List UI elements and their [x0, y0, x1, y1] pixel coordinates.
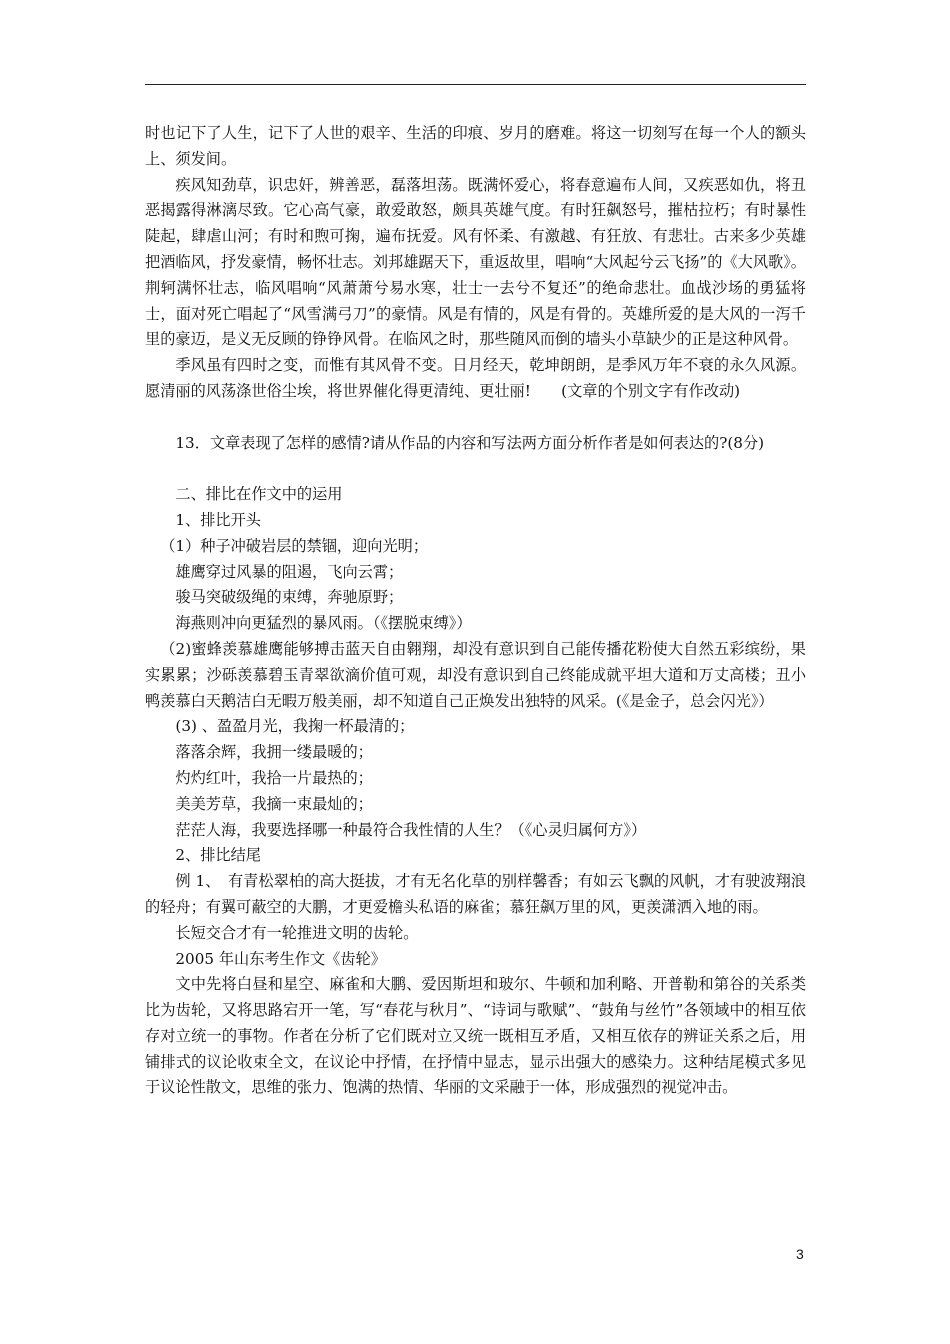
example-3-line-5: 茫茫人海，我要选择哪一种最符合我性情的人生？（《心灵归属何方》）	[175, 820, 647, 839]
example-2: （2)蜜蜂羡慕雄鹰能够搏击蓝天自由翱翔，却没有意识到自己能传播花粉使大自然五彩缤纷，果实累累；沙砾羡慕碧玉青翠欲滴价值可观，却没有意识到自己终能成就平坦大道和万丈高楼；丑小鸭羡慕白天鹅洁白无暇万般美丽，却不知道自己正焕发出独特的风采。(《是金子，总会闪光》）	[145, 639, 806, 710]
question-13: 13．文章表现了怎样的感情?请从作品的内容和写法两方面分析作者是如何表达的?(8分)	[175, 433, 765, 452]
example-1-line-3: 骏马突破级绳的束缚，奔驰原野；	[175, 588, 404, 607]
example-3-line-3: 灼灼红叶，我拾一片最热的；	[175, 768, 373, 787]
example-4: 例 1、 有青松翠柏的高大挺拔，才有无名化草的别样馨香；有如云飞飘的风帆，才有驶波翔浪的轻舟；有翼可蔽空的大鹏，才更爱檐头私语的麻雀；慕狂飙万里的风，更羡潇洒入地的雨。	[145, 872, 806, 916]
example-3-line-4: 美美芳草，我摘一束最灿的；	[175, 794, 373, 813]
example-3-line-1: (3) 、盈盈月光，我掬一杯最清的；	[175, 717, 415, 736]
spacer	[145, 405, 806, 431]
example-5-source: 2005 年山东考生作文《齿轮》	[175, 949, 386, 968]
example-5-comment: 文中先将白昼和星空、麻雀和大鹏、爱因斯坦和玻尔、牛顿和加利略、开普勒和第谷的关系类比为齿轮，又将思路宕开一笔，写“春花与秋月”、“诗词与歌赋”、“鼓角与丝竹”各领域中的相互依存对立统一的事物。作者在分析了它们既对立又统一既相互矛盾，又相互依存的辨证关系之后，用铺排式的议论收束全文，在议论中抒情，在抒情中显志，显示出强大的感染力。这种结尾模式多见于议论性散文，思维的张力、饱满的热情、华丽的文采融于一体，形成强烈的视觉冲击。	[145, 975, 806, 1097]
subheading-ending: 2、排比结尾	[175, 846, 261, 865]
document-body	[145, 121, 806, 1101]
subheading-opening: 1、排比开头	[175, 510, 261, 529]
example-3-line-2: 落落余辉，我拥一缕最暖的；	[175, 743, 373, 762]
section-heading: 二、排比在作文中的运用	[175, 485, 343, 504]
example-5: 长短交合才有一轮推进文明的齿轮。	[175, 923, 419, 942]
example-1-line-4: 海燕则冲向更猛烈的暴风雨。（《摆脱束缚》）	[175, 614, 472, 633]
example-1-line-1: （1）种子冲破岩层的禁锢，迎向光明；	[160, 536, 429, 555]
header-rule	[145, 84, 806, 85]
example-1-line-2: 雄鹰穿过风暴的阻遏，飞向云霄；	[175, 562, 404, 581]
paragraph-wind-strength: 疾风知劲草，识忠奸，辨善恶，磊落坦荡。既满怀爱心，将春意遍布人间，又疾恶如仇，将丑恶揭露得淋漓尽致。它心高气豪，敢爱敢怒，颇具英雄气度。有时狂飙怒号，摧枯拉朽；有时暴性陡起，肆虐山河；有时和煦可掬，遍布抚爱。风有怀柔、有激越、有狂放、有悲壮。古来多少英雄把酒临风，抒发豪情，畅怀壮志。刘邦雄踞天下，重返故里，唱响“大风起兮云飞扬”的《大风歌》。荆轲满怀壮志，临风唱响“风萧萧兮易水寒，壮士一去兮不复还”的绝命悲壮。血战沙场的勇猛将士，面对死亡唱起了“风雪满弓刀”的豪情。风是有情的，风是有骨的。英雄所爱的是大风的一泻千里的豪迈，是义无反顾的铮铮风骨。在临风之时，那些随风而倒的墙头小草缺少的正是这种风骨。	[145, 175, 806, 349]
page-number: 3	[796, 1246, 804, 1262]
spacer	[145, 456, 806, 482]
paragraph-wind-spirit: 季风虽有四时之变，而惟有其风骨不变。日月经天，乾坤朗朗，是季风万年不衰的永久风源。愿清丽的风荡涤世俗尘埃，将世界催化得更清纯、更壮丽! (文章的个别文字有作改动)	[145, 356, 806, 400]
paragraph-continuation: 时也记下了人生，记下了人世的艰辛、生活的印痕、岁月的磨难。将这一切刻写在每一个人的额头上、须发间。	[145, 124, 806, 168]
